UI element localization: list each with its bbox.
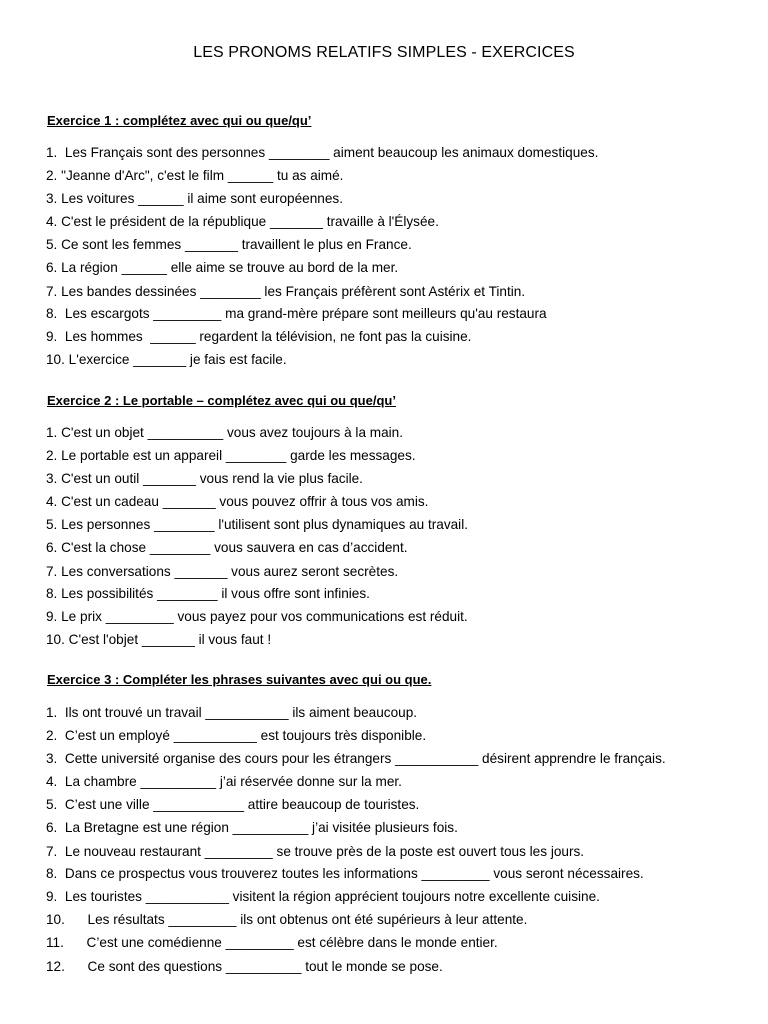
exercise-3-item-3: 3. Cette université organise des cours pour les étrangers ___________ désirent apprendre le français. <box>46 751 666 766</box>
exercise-2-item-1: 1. C'est un objet __________ vous avez toujours à la main. <box>46 425 404 440</box>
exercise-2-item-8: 8. Les possibilités ________ il vous offre sont infinies. <box>46 586 370 601</box>
exercise-1-item-1: 1. Les Français sont des personnes ________ aiment beaucoup les animaux domestiques. <box>46 145 599 160</box>
exercise-1-item-8: 8. Les escargots _________ ma grand-mère prépare sont meilleurs qu'au restaura <box>46 306 547 321</box>
exercise-1-item-4: 4. C'est le président de la république _______ travaille à l'Élysée. <box>46 214 439 229</box>
exercise-3-item-7: 7. Le nouveau restaurant _________ se trouve près de la poste est ouvert tous les jours. <box>46 844 585 859</box>
exercise-3-item-9: 9. Les touristes ___________ visitent la région apprécient toujours notre excellente cuisine. <box>46 889 600 904</box>
exercise-3-item-5: 5. C’est une ville ____________ attire beaucoup de touristes. <box>46 797 420 812</box>
exercise-1-item-3: 3. Les voitures ______ il aime sont européennes. <box>46 191 343 206</box>
exercise-3-item-8: 8. Dans ce prospectus vous trouverez toutes les informations _________ vous seront nécessaires. <box>46 866 644 881</box>
exercise-1-item-5: 5. Ce sont les femmes _______ travaillent le plus en France. <box>46 237 412 252</box>
exercise-1-heading: Exercice 1 : complétez avec qui ou que/qu’ <box>47 113 312 128</box>
exercise-2-item-5: 5. Les personnes ________ l'utilisent sont plus dynamiques au travail. <box>46 517 469 532</box>
exercise-2-item-7: 7. Les conversations _______ vous aurez seront secrètes. <box>46 564 399 579</box>
page-title: LES PRONOMS RELATIFS SIMPLES - EXERCICES <box>193 44 575 61</box>
exercise-1-item-6: 6. La région ______ elle aime se trouve au bord de la mer. <box>46 260 399 275</box>
exercise-3-item-2: 2. C’est un employé ___________ est toujours très disponible. <box>46 728 427 743</box>
exercise-3-heading: Exercice 3 : Compléter les phrases suivantes avec qui ou que. <box>47 672 432 687</box>
exercise-2-item-10: 10. C'est l'objet _______ il vous faut ! <box>46 632 272 647</box>
exercise-2-item-4: 4. C'est un cadeau _______ vous pouvez offrir à tous vos amis. <box>46 494 429 509</box>
exercise-3-item-6: 6. La Bretagne est une région __________ j’ai visitée plusieurs fois. <box>46 820 458 835</box>
exercise-2-item-6: 6. C'est la chose ________ vous sauvera en cas d’accident. <box>46 540 408 555</box>
exercise-3-item-12: 12. Ce sont des questions __________ tout le monde se pose. <box>46 959 443 974</box>
exercise-2-item-3: 3. C'est un outil _______ vous rend la vie plus facile. <box>46 471 363 486</box>
exercise-1-item-10: 10. L'exercice _______ je fais est facile. <box>46 352 287 367</box>
exercise-2-heading: Exercice 2 : Le portable – complétez avec qui ou que/qu’ <box>47 393 396 408</box>
exercise-3-item-1: 1. Ils ont trouvé un travail ___________ ils aiment beaucoup. <box>46 705 418 720</box>
exercise-2-item-2: 2. Le portable est un appareil ________ garde les messages. <box>46 448 416 463</box>
exercise-3-item-10: 10. Les résultats _________ ils ont obtenus ont été supérieurs à leur attente. <box>46 912 528 927</box>
exercise-1-item-7: 7. Les bandes dessinées ________ les Français préfèrent sont Astérix et Tintin. <box>46 284 526 299</box>
exercise-3-item-11: 11. C’est une comédienne _________ est célèbre dans le monde entier. <box>46 935 498 950</box>
exercise-2-item-9: 9. Le prix _________ vous payez pour vos communications est réduit. <box>46 609 468 624</box>
exercise-1-item-2: 2. "Jeanne d'Arc", c'est le film ______ tu as aimé. <box>46 168 344 183</box>
exercise-3-item-4: 4. La chambre __________ j’ai réservée donne sur la mer. <box>46 774 402 789</box>
exercise-1-item-9: 9. Les hommes ______ regardent la télévision, ne font pas la cuisine. <box>46 329 472 344</box>
